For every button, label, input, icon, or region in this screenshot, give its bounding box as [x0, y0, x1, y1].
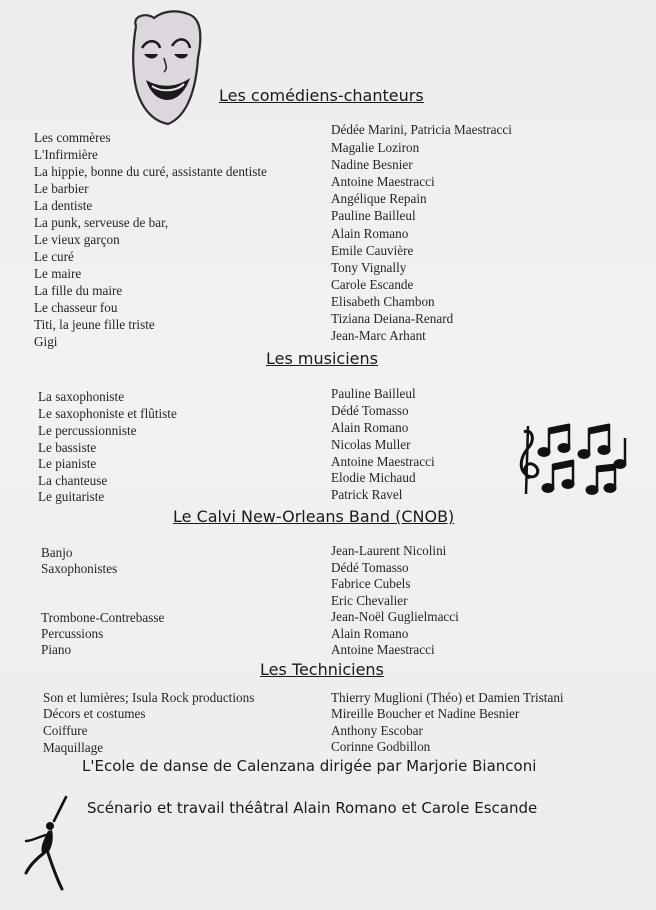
performer-name: Nicolas Muller [331, 437, 411, 452]
role-label: Les commères [34, 130, 111, 145]
performer-name: Alain Romano [331, 626, 409, 641]
performer-name: Jean-Noël Guglielmacci [331, 609, 459, 624]
performer-name: Nadine Besnier [331, 157, 413, 172]
comedy-mask-icon [126, 8, 206, 126]
performer-name: Carole Escande [331, 277, 414, 292]
performer-name: Antoine Maestracci [331, 454, 435, 469]
performer-name: Anthony Escobar [331, 723, 423, 738]
role-label: Le curé [34, 249, 74, 264]
performer-name: Patrick Ravel [331, 487, 403, 502]
scenario-credit: Scénario et travail théâtral Alain Romano et Carole Escande [87, 799, 538, 817]
performer-name: Tony Vignally [331, 260, 407, 275]
role-label: Titi, la jeune fille triste [34, 317, 155, 332]
role-label: Son et lumières; Isula Rock productions [43, 690, 255, 705]
performer-name: Dédé Tomasso [331, 560, 409, 575]
heading-techniciens: Les Techniciens [260, 660, 384, 679]
performer-name: Magalie Loziron [331, 140, 420, 155]
performer-name: Emile Cauvière [331, 243, 414, 258]
music-notes-icon [510, 418, 630, 500]
role-label: La punk, serveuse de bar, [34, 215, 169, 230]
performer-name: Antoine Maestracci [331, 174, 435, 189]
role-label: Le saxophoniste et flûtiste [38, 406, 177, 421]
performer-name: Elodie Michaud [331, 470, 416, 485]
role-label: La saxophoniste [38, 389, 125, 404]
role-label: Saxophonistes [41, 561, 118, 576]
role-label: Le pianiste [38, 456, 97, 471]
performer-name: Corinne Godbillon [331, 739, 431, 754]
role-label: Gigi [34, 334, 58, 349]
performer-name: Pauline Bailleul [331, 386, 416, 401]
heading-musiciens: Les musiciens [266, 349, 378, 368]
performer-name: Angélique Repain [331, 191, 427, 206]
dance-school-credit: L'Ecole de danse de Calenzana dirigée par Marjorie Bianconi [82, 757, 537, 775]
performer-name: Dédé Tomasso [331, 403, 409, 418]
role-label: Le guitariste [38, 489, 105, 504]
role-label: La fille du maire [34, 283, 123, 298]
role-label: La hippie, bonne du curé, assistante dentiste [34, 164, 267, 179]
performer-name: Alain Romano [331, 226, 409, 241]
role-label: L'Infirmière [34, 147, 98, 162]
performer-name: Jean-Marc Arhant [331, 328, 426, 343]
performer-name: Antoine Maestracci [331, 642, 435, 657]
role-label: Le barbier [34, 181, 89, 196]
role-label: Le percussionniste [38, 423, 137, 438]
dancer-silhouette-icon [22, 795, 70, 895]
role-label: Le vieux garçon [34, 232, 120, 247]
role-label: Décors et costumes [43, 706, 146, 721]
performer-name: Fabrice Cubels [331, 576, 411, 591]
role-label: Le maire [34, 266, 82, 281]
performer-name: Alain Romano [331, 420, 409, 435]
performer-name: Thierry Muglioni (Théo) et Damien Tristani [331, 690, 564, 705]
role-label: Le chasseur fou [34, 300, 118, 315]
role-label: Percussions [41, 626, 104, 641]
role-label: Banjo [41, 545, 73, 560]
role-label: Coiffure [43, 723, 88, 738]
heading-comediens: Les comédiens-chanteurs [219, 86, 424, 105]
role-label: Piano [41, 642, 72, 657]
performer-name: Jean-Laurent Nicolini [331, 543, 447, 558]
performer-name: Dédée Marini, Patricia Maestracci [331, 122, 512, 137]
performer-name: Mireille Boucher et Nadine Besnier [331, 706, 520, 721]
role-label: Le bassiste [38, 440, 97, 455]
performer-name: Tiziana Deiana-Renard [331, 311, 454, 326]
role-label: Maquillage [43, 740, 104, 755]
role-label: La chanteuse [38, 473, 108, 488]
role-label: Trombone-Contrebasse [41, 610, 165, 625]
performer-name: Eric Chevalier [331, 593, 408, 608]
performer-name: Pauline Bailleul [331, 208, 416, 223]
heading-cnob: Le Calvi New-Orleans Band (CNOB) [173, 507, 455, 526]
role-label: La dentiste [34, 198, 93, 213]
performer-name: Elisabeth Chambon [331, 294, 435, 309]
